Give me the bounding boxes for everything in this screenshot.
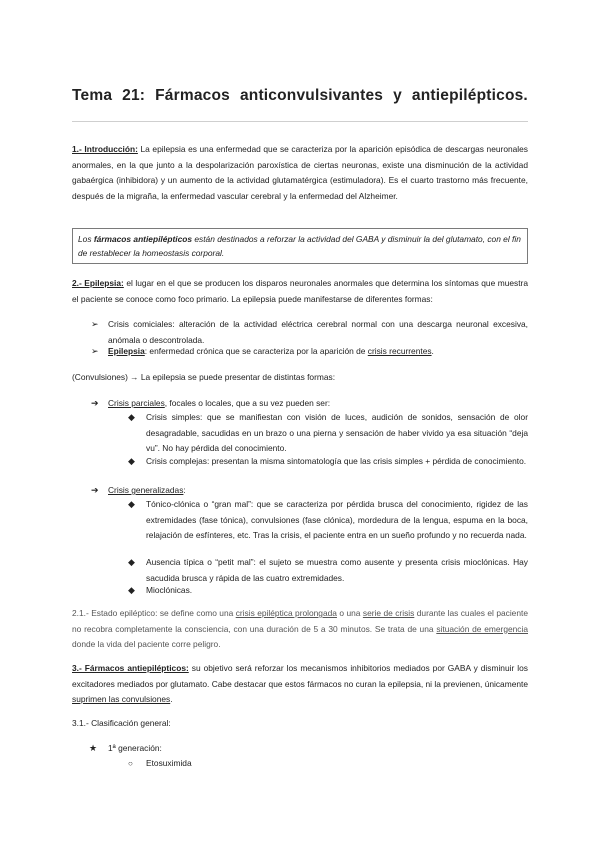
list-item: Mioclónicas. xyxy=(146,585,193,595)
highlight-box xyxy=(72,228,528,264)
generalizadas-text: : xyxy=(183,485,186,495)
box-text: están destinados a reforzar la actividad del GABA y disminuir la del glutamato, con el fin de restablecer la homeostasis corporal. xyxy=(78,234,521,258)
link-suprimen-convulsiones[interactable]: suprimen las convulsiones xyxy=(72,694,171,705)
diamond-bullet-icon: ◆ xyxy=(128,499,135,509)
bullet-end: . xyxy=(431,346,434,356)
arrowhead-bullet-icon: ➢ xyxy=(91,319,99,329)
link-crisis-recurrentes[interactable]: crisis recurrentes xyxy=(367,346,432,356)
farmaco-item: Etosuximida xyxy=(146,758,192,768)
title-divider xyxy=(72,121,528,122)
page-title xyxy=(72,87,528,105)
title-word: antiepilépticos. xyxy=(411,87,528,104)
intro-heading: 1.- Introducción: xyxy=(72,144,138,154)
bullet-text: Crisis comiciales: alteración de la actividad eléctrica cerebral normal con una descarga neuronal excesiva, anómala o descontrolada. xyxy=(108,319,528,345)
box-lead: Los xyxy=(78,234,94,244)
estado-text: durante las cuales el paciente no recobra completamente la consciencia, con una duración de 5 a 30 minutos. Se trata de una xyxy=(72,608,528,634)
diamond-bullet-icon: ◆ xyxy=(128,557,135,567)
farmacos-end: . xyxy=(170,694,173,705)
title-word: y xyxy=(393,87,402,104)
epilepsia-text: el lugar en el que se producen los disparos neuronales anormales que determina los síntomas que muestra el paciente se conoce como foco primario. La epilepsia puede manifestarse de diferentes formas: xyxy=(72,278,528,304)
box-term: fármacos antiepilépticos xyxy=(93,234,193,244)
list-item: Tónico-clónica o “gran mal”: que se caracteriza por pérdida brusca del conocimiento, rigidez de las extremidades (fase tónica), convulsiones (fase clónica), mordedura de la lengua, espuma en la boca, relajación de esfínteres, etc. Tras la crisis, el paciente entra en un sueño profundo y no recuerda nada. xyxy=(146,499,528,541)
diamond-bullet-icon: ◆ xyxy=(128,456,135,466)
parciales-label: Crisis parciales xyxy=(108,398,165,408)
title-word: Tema xyxy=(72,87,113,104)
farmacos-heading: 3.- Fármacos antiepilépticos: xyxy=(72,663,189,673)
epilepsia-paragraph xyxy=(72,276,528,307)
intro-paragraph xyxy=(72,142,528,204)
convulsiones-intro: (Convulsiones) → La epilepsia se puede presentar de distintas formas: xyxy=(72,372,336,382)
epilepsia-heading: 2.- Epilepsia: xyxy=(72,278,124,288)
estado-text: 2.1.- Estado epiléptico: se define como una xyxy=(72,608,236,618)
circle-bullet-icon: ○ xyxy=(128,759,133,768)
arrow-bullet-icon: ➔ xyxy=(91,485,99,495)
list-item: Ausencia típica o “petit mal”: el sujeto se muestra como ausente y presenta crisis mioclónicas. Hay sacudida brusca y rápida de las cuatro extremidades. xyxy=(146,557,528,583)
farmacos-text: su objetivo será reforzar los mecanismos inhibitorios mediados por GABA y disminuir los excitadores mediados por glutamato. Cabe destacar que estos fármacos no curan la epilepsia, ni la previenen, únicamente xyxy=(72,663,528,689)
estado-text: donde la vida del paciente corre peligro. xyxy=(72,639,221,650)
arrowhead-bullet-icon: ➢ xyxy=(91,346,99,356)
star-bullet-icon: ★ xyxy=(89,743,98,753)
title-word: Fármacos xyxy=(155,87,230,104)
generacion-label: 1ª generación: xyxy=(108,743,162,753)
estado-epileptico-paragraph xyxy=(72,606,528,653)
parciales-text: , focales o locales, que a su vez pueden ser: xyxy=(164,398,331,408)
estado-text: o una xyxy=(336,608,363,618)
list-item: Crisis simples: que se manifiestan con visión de luces, audición de sonidos, sensación de olor desagradable, sacudidas en un brazo o una pierna y sensación de haber vivido ya esa situación “deja vu”. No hay pérdida del conocimiento. xyxy=(146,412,528,454)
clasificacion-heading: 3.1.- Clasificación general: xyxy=(72,718,171,728)
list-item: Crisis complejas: presentan la misma sintomatología que las crisis simples + pérdida de conocimiento. xyxy=(146,456,527,466)
title-word: 21: xyxy=(122,87,146,104)
farmacos-paragraph xyxy=(72,661,528,708)
diamond-bullet-icon: ◆ xyxy=(128,585,135,595)
link-situacion-emergencia[interactable]: situación de emergencia xyxy=(436,623,528,634)
bullet-label: Epilepsia xyxy=(108,346,145,356)
link-serie-de-crisis[interactable]: serie de crisis xyxy=(362,608,415,618)
link-crisis-prolongada[interactable]: crisis epiléptica prolongada xyxy=(235,608,337,618)
diamond-bullet-icon: ◆ xyxy=(128,412,135,422)
generalizadas-label: Crisis generalizadas xyxy=(108,485,184,495)
title-word: anticonvulsivantes xyxy=(239,87,384,104)
list-item xyxy=(108,344,528,360)
bullet-text: : enfermedad crónica que se caracteriza por la aparición de xyxy=(144,346,368,356)
intro-text: La epilepsia es una enfermedad que se caracteriza por la aparición episódica de descargas neuronales anormales, en la que junto a la despolarización paroxística de ciertas neuronas, existe una disminución de la actividad gabaérgica (inhibidora) y un aumento de la actividad glutamatérgica (estimuladora). Es el cuarto trastorno más frecuente, después de la migraña, la enfermedad vascular cerebral y la enfermedad del Alzheimer. xyxy=(72,144,528,201)
arrow-bullet-icon: ➔ xyxy=(91,398,99,408)
